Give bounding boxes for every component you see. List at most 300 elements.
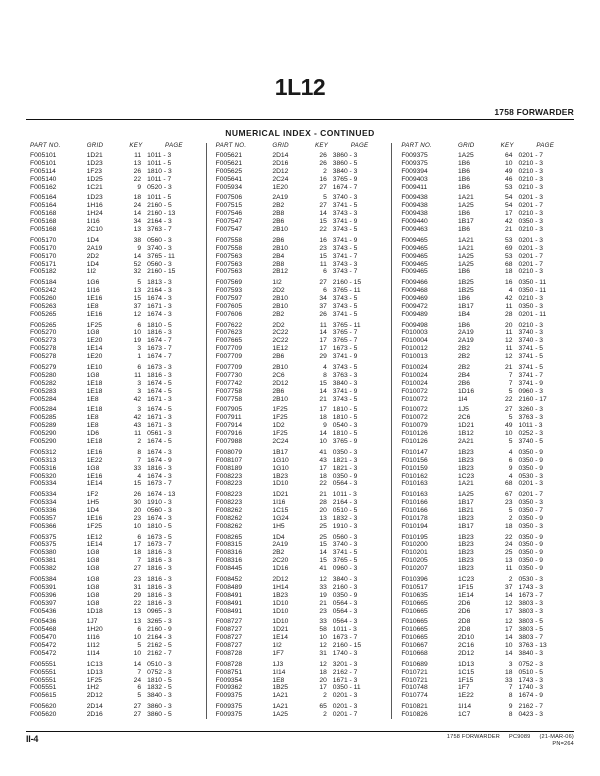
cell-grid: 1D21: [86, 152, 103, 159]
cell-page: 3765 - 5: [332, 557, 358, 565]
cell-part-no: F008727: [215, 618, 243, 626]
cell-page: 2160 - 9: [147, 626, 172, 634]
table-row: [28, 446, 201, 457]
cell-key: 2: [323, 711, 327, 718]
table-row: [399, 658, 572, 669]
cell-key: 7: [137, 456, 142, 464]
cell-page: 1011 - 7: [147, 175, 172, 183]
cell-grid: 1D18: [86, 607, 103, 615]
cell-part-no: F007563: [215, 268, 243, 276]
cell-key: 17: [505, 607, 513, 615]
cell-page: 1011 - 5: [147, 194, 172, 202]
cell-key: 10: [133, 649, 142, 657]
cell-key: 26: [319, 152, 327, 159]
cell-key: 15: [319, 252, 327, 260]
cell-grid: 1C23: [458, 575, 475, 583]
table-row: [399, 566, 572, 574]
cell-key: 69: [505, 244, 513, 252]
table-row: [399, 701, 572, 712]
cell-page: 1674 - 3: [147, 295, 172, 303]
cell-key: 14: [319, 549, 327, 557]
cell-page: 2160 - 17: [518, 395, 547, 403]
cell-grid: 1B6: [458, 295, 470, 303]
cell-page: 1011 - 3: [332, 626, 357, 634]
cell-key: 15: [319, 557, 327, 565]
cell-part-no: F007905: [215, 406, 243, 414]
cell-grid: 1E18: [86, 438, 103, 446]
cell-grid: 2C16: [458, 642, 475, 650]
cell-key: 41: [319, 565, 327, 573]
cell-page: 0561 - 3: [147, 430, 172, 438]
cell-page: 1821 - 3: [332, 464, 358, 472]
cell-page: 0201 - 7: [518, 152, 544, 159]
cell-grid: 1A25: [272, 711, 288, 718]
table-row: [214, 650, 387, 658]
cell-grid: 1B6: [458, 226, 470, 234]
cell-key: 14: [319, 210, 327, 218]
cell-page: 1011 - 3: [518, 422, 543, 430]
cell-page: 3763 - 3: [518, 414, 544, 422]
cell-page: 3740 - 3: [518, 337, 544, 345]
cell-key: 53: [505, 252, 513, 260]
cell-page: 3860 - 3: [147, 703, 172, 711]
cell-part-no: F010195: [401, 533, 428, 541]
cell-part-no: F008262: [215, 522, 243, 530]
cell-grid: 1I16: [86, 634, 100, 642]
cell-part-no: F005184: [30, 279, 57, 287]
cell-key: 13: [133, 287, 142, 295]
cell-part-no: F005551: [30, 660, 57, 668]
cell-page: 0201 - 3: [518, 236, 544, 244]
cell-key: 17: [319, 464, 327, 472]
cell-part-no: F010072: [401, 414, 428, 422]
cell-grid: 1D2: [272, 422, 285, 430]
cell-part-no: F009375: [215, 711, 243, 718]
cell-part-no: F007515: [215, 202, 243, 210]
cell-key: 17: [319, 345, 327, 353]
cell-page: 1674 - 7: [332, 183, 358, 191]
cell-grid: 1E16: [86, 448, 103, 456]
cell-page: 3765 - 11: [332, 287, 361, 295]
table-row: [399, 592, 572, 600]
cell-page: 2160 - 15: [332, 279, 362, 287]
cell-page: 3765 - 9: [332, 175, 358, 183]
cell-part-no: F008491: [215, 591, 243, 599]
cell-grid: 2C20: [272, 557, 289, 565]
cell-key: 14: [133, 252, 142, 260]
cell-grid: 1D21: [272, 626, 289, 634]
cell-part-no: F009469: [401, 295, 428, 303]
cell-page: 3741 - 7: [332, 252, 358, 260]
table-row: [399, 584, 572, 592]
table-row: [214, 515, 387, 523]
cell-page: 1673 - 5: [332, 345, 358, 353]
table-row: [28, 253, 201, 261]
cell-key: 6: [137, 626, 142, 634]
cell-part-no: F005242: [30, 287, 57, 295]
index-column-3: [391, 143, 574, 719]
cell-grid: 1G10: [272, 464, 289, 472]
cell-part-no: F005384: [30, 575, 57, 583]
table-row: [399, 616, 572, 627]
cell-grid: 2B10: [272, 244, 288, 252]
table-row: [399, 711, 572, 719]
cell-key: 10: [133, 522, 142, 530]
cell-key: 2: [137, 438, 142, 446]
cell-part-no: F009468: [401, 287, 428, 295]
cell-part-no: F009375: [401, 152, 428, 159]
cell-grid: 1B23: [458, 565, 474, 573]
column-header-part-no: PART NO.: [215, 142, 247, 149]
cell-part-no: F005436: [30, 618, 57, 626]
cell-key: 8: [508, 692, 513, 700]
cell-page: 1671 - 3: [147, 422, 172, 430]
cell-grid: 1J5: [458, 406, 469, 414]
cell-grid: 1A25: [458, 260, 474, 268]
cell-page: 3743 - 7: [332, 268, 358, 276]
cell-page: 3741 - 5: [332, 202, 358, 210]
cell-key: 12: [319, 575, 327, 583]
cell-key: 5: [508, 414, 513, 422]
cell-key: 25: [319, 522, 327, 530]
table-row: [214, 311, 387, 319]
cell-page: 3743 - 5: [332, 244, 358, 252]
cell-part-no: F005280: [30, 371, 57, 379]
cell-grid: 1D10: [272, 607, 289, 615]
cell-page: 0752 - 3: [518, 660, 544, 668]
table-row: [28, 192, 201, 203]
cell-part-no: F010166: [401, 506, 428, 514]
cell-key: 18: [133, 194, 142, 202]
cell-part-no: F009411: [401, 183, 428, 191]
cell-grid: 1B6: [458, 321, 470, 329]
cell-key: 10: [319, 634, 327, 642]
cell-page: 3765 - 7: [332, 329, 358, 337]
cell-key: 49: [505, 167, 513, 175]
cell-page: 3741 - 5: [332, 549, 358, 557]
index-table-2: [214, 143, 387, 719]
cell-page: 2160 - 13: [147, 210, 176, 218]
cell-key: 20: [505, 321, 513, 329]
cell-key: 17: [319, 684, 327, 692]
index-column-1: [26, 143, 203, 719]
cell-page: 2160 - 15: [147, 268, 176, 276]
cell-page: 1674 - 3: [147, 472, 172, 480]
cell-part-no: F010721: [401, 668, 428, 676]
cell-page: 0210 - 3: [518, 159, 544, 167]
cell-page: 0350 - 11: [332, 684, 361, 692]
cell-key: 5: [508, 506, 513, 514]
cell-page: 0510 - 5: [518, 668, 544, 676]
cell-page: 3741 - 9: [332, 236, 358, 244]
cell-part-no: F007563: [215, 260, 243, 268]
cell-key: 27: [319, 279, 327, 287]
cell-part-no: F010665: [401, 626, 428, 634]
table-row: [399, 319, 572, 330]
cell-key: 27: [319, 202, 327, 210]
cell-page: 1743 - 3: [518, 676, 544, 684]
cell-grid: 1H24: [86, 210, 103, 218]
cell-page: 1674 - 13: [147, 491, 176, 499]
cell-grid: 1B23: [458, 533, 474, 541]
cell-page: 0201 - 3: [518, 194, 544, 202]
cell-part-no: F005551: [30, 676, 57, 684]
footer-content: [26, 732, 574, 748]
cell-key: 25: [505, 549, 513, 557]
cell-grid: 2D6: [458, 607, 471, 615]
table-row: [214, 362, 387, 373]
table-row: [399, 226, 572, 234]
cell-grid: 1B17: [458, 302, 474, 310]
table-row: [28, 600, 201, 608]
cell-key: 7: [137, 557, 142, 565]
cell-part-no: F010635: [401, 591, 428, 599]
cell-grid: 1E14: [86, 541, 103, 549]
column-header-part-no: PART NO.: [30, 142, 61, 149]
cell-part-no: F005621: [215, 159, 243, 167]
cell-part-no: F007730: [215, 371, 243, 379]
cell-grid: 1A21: [458, 236, 474, 244]
cell-part-no: F007988: [215, 438, 243, 446]
cell-page: 2164 - 3: [332, 499, 358, 507]
cell-part-no: F008727: [215, 634, 243, 642]
cell-grid: 1E16: [86, 295, 103, 303]
cell-page: 3741 - 5: [332, 310, 358, 318]
cell-grid: 1B23: [272, 472, 288, 480]
cell-key: 43: [319, 456, 327, 464]
table-row: [214, 269, 387, 277]
cell-key: 42: [505, 218, 513, 226]
cell-part-no: F010748: [401, 684, 428, 692]
cell-grid: 1B25: [272, 684, 288, 692]
cell-key: 34: [319, 295, 327, 303]
table-row: [28, 226, 201, 234]
cell-key: 30: [133, 499, 142, 507]
cell-page: 0201 - 7: [518, 252, 544, 260]
cell-key: 3: [137, 379, 142, 387]
cell-part-no: F005382: [30, 565, 57, 573]
cell-page: 0960 - 3: [518, 387, 544, 395]
cell-part-no: F005170: [30, 236, 57, 244]
cell-part-no: F005472: [30, 642, 57, 650]
cell-key: 9: [137, 244, 142, 252]
cell-page: 3765 - 7: [332, 337, 358, 345]
footer-meta: [438, 734, 574, 748]
cell-grid: 1F23: [86, 167, 102, 175]
cell-key: 18: [505, 268, 513, 276]
cell-grid: 2D16: [86, 711, 103, 718]
cell-part-no: F005283: [30, 387, 57, 395]
cell-part-no: F005436: [30, 607, 57, 615]
cell-key: 9: [508, 464, 513, 472]
cell-page: 3740 - 3: [332, 541, 358, 549]
cell-part-no: F005397: [30, 599, 57, 607]
cell-part-no: F005934: [215, 183, 243, 191]
cell-grid: 1B6: [458, 159, 470, 167]
cell-page: 1673 - 3: [147, 363, 172, 371]
cell-key: 13: [505, 557, 513, 565]
cell-grid: 1B17: [458, 218, 474, 226]
cell-grid: 1F15: [458, 583, 474, 591]
cell-key: 31: [319, 649, 327, 657]
table-header-row: [28, 143, 201, 152]
table-row: [28, 404, 201, 415]
cell-grid: 1B6: [458, 175, 470, 183]
table-row: [28, 465, 201, 473]
cell-key: 67: [505, 491, 513, 499]
cell-part-no: F009440: [401, 218, 428, 226]
cell-key: 37: [319, 302, 327, 310]
cell-page: 0965 - 3: [147, 607, 172, 615]
cell-grid: 2C24: [272, 175, 289, 183]
cell-key: 4: [508, 448, 513, 456]
cell-page: 0201 - 3: [332, 692, 358, 700]
cell-part-no: F007709: [215, 363, 243, 371]
cell-page: 1743 - 3: [518, 583, 544, 591]
cell-grid: 1E14: [86, 345, 103, 353]
table-row: [214, 481, 387, 489]
cell-page: 3803 - 3: [518, 599, 544, 607]
cell-page: 0201 - 11: [518, 310, 547, 318]
cell-grid: 1B23: [458, 464, 474, 472]
table-row: [28, 658, 201, 669]
cell-page: 2162 - 7: [332, 668, 358, 676]
cell-grid: 2C22: [272, 337, 289, 345]
cell-key: 64: [505, 152, 513, 159]
cell-part-no: F005336: [30, 506, 57, 514]
cell-page: 3840 - 3: [518, 649, 544, 657]
cell-grid: 2B4: [272, 252, 285, 260]
cell-grid: 1C7: [458, 711, 471, 718]
cell-page: 3765 - 11: [332, 321, 361, 329]
table-row: [214, 176, 387, 184]
cell-page: 3740 - 3: [147, 244, 172, 252]
table-row: [214, 168, 387, 176]
cell-part-no: F005164: [30, 202, 57, 210]
cell-page: 1816 - 3: [147, 464, 172, 472]
table-row: [399, 669, 572, 677]
cell-part-no: F007665: [215, 337, 243, 345]
cell-key: 14: [319, 430, 327, 438]
cell-grid: 1B23: [458, 448, 474, 456]
cell-part-no: F005375: [30, 533, 57, 541]
cell-key: 6: [323, 287, 327, 295]
cell-key: 5: [323, 194, 327, 202]
table-row: [214, 531, 387, 542]
table-row: [399, 465, 572, 473]
cell-grid: 1B23: [458, 541, 474, 549]
cell-grid: 2C6: [272, 371, 285, 379]
table-row: [214, 701, 387, 712]
cell-part-no: F005357: [30, 514, 57, 522]
cell-grid: 2B6: [272, 387, 285, 395]
cell-grid: 2D8: [458, 626, 471, 634]
cell-part-no: F005270: [30, 329, 57, 337]
cell-page: 1810 - 5: [147, 321, 172, 329]
cell-part-no: F008316: [215, 557, 243, 565]
table-row: [214, 600, 387, 608]
cell-part-no: F008107: [215, 456, 243, 464]
cell-grid: 1B23: [458, 514, 474, 522]
index-column-2: [206, 143, 389, 719]
table-header-row: [214, 143, 387, 152]
cell-part-no: F007916: [215, 430, 243, 438]
table-row: [399, 693, 572, 701]
cell-key: 11: [134, 371, 142, 379]
table-row: [28, 515, 201, 523]
table-row: [399, 253, 572, 261]
cell-part-no: F010205: [401, 557, 428, 565]
table-row: [28, 650, 201, 658]
cell-grid: 2D14: [86, 703, 103, 711]
cell-grid: 1A21: [272, 703, 288, 711]
cell-part-no: F008445: [215, 565, 243, 573]
table-row: [28, 277, 201, 288]
column-header-part-no: PART NO.: [401, 142, 432, 149]
cell-page: 1810 - 5: [147, 676, 172, 684]
cell-grid: 2D12: [458, 649, 475, 657]
table-row: [399, 354, 572, 362]
cell-page: 0350 - 9: [518, 464, 544, 472]
table-row: [28, 372, 201, 380]
cell-grid: 1H20: [86, 626, 103, 634]
cell-page: 1832 - 3: [332, 514, 358, 522]
cell-key: 33: [133, 464, 142, 472]
cell-key: 1: [137, 353, 142, 361]
cell-key: 17: [319, 337, 327, 345]
table-row: [214, 592, 387, 600]
cell-page: 3741 - 9: [332, 353, 358, 361]
cell-page: 0350 - 3: [518, 522, 544, 530]
table-row: [28, 457, 201, 465]
cell-part-no: F008223: [215, 480, 243, 488]
table-row: [214, 584, 387, 592]
column-header-page: PAGE: [165, 142, 183, 149]
cell-part-no: F008265: [215, 533, 243, 541]
table-row: [214, 669, 387, 677]
cell-part-no: F008727: [215, 626, 243, 634]
cell-page: 0530 - 3: [518, 575, 544, 583]
cell-key: 65: [319, 703, 327, 711]
footer-revision: PN=264: [552, 741, 574, 748]
table-row: [28, 184, 201, 192]
cell-grid: 1F25: [86, 676, 102, 684]
cell-key: 22: [319, 480, 327, 488]
table-row: [399, 277, 572, 288]
table-row: [28, 711, 201, 719]
table-row: [28, 584, 201, 592]
cell-page: 0201 - 3: [332, 703, 358, 711]
cell-key: 15: [319, 379, 327, 387]
cell-page: 1674 - 9: [147, 456, 172, 464]
cell-key: 15: [319, 218, 327, 226]
table-row: [399, 380, 572, 388]
cell-grid: 1D13: [86, 668, 103, 676]
cell-key: 42: [133, 395, 142, 403]
cell-page: 2162 - 7: [147, 649, 172, 657]
cell-grid: 2B12: [272, 268, 288, 276]
cell-part-no: F009403: [401, 175, 428, 183]
cell-grid: 2B2: [272, 202, 285, 210]
cell-key: 14: [505, 591, 513, 599]
cell-key: 53: [505, 183, 513, 191]
cell-key: 23: [319, 244, 327, 252]
cell-part-no: F005620: [30, 711, 57, 718]
cell-part-no: F010024: [401, 371, 428, 379]
table-row: [28, 574, 201, 585]
cell-grid: 1F25: [86, 522, 102, 530]
cell-part-no: F007593: [215, 287, 243, 295]
